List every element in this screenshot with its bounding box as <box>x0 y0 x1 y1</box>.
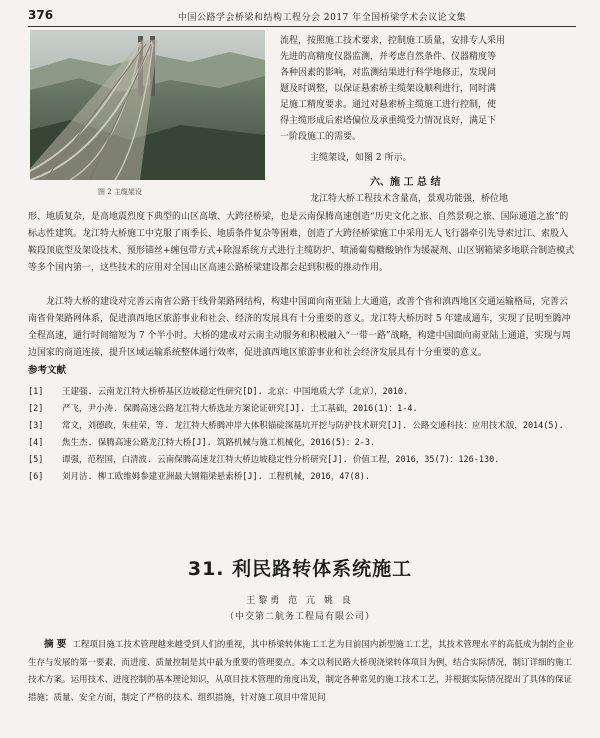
text-line: 先进的高精度仪器监测，并考虑自然条件、仪器精度等 <box>280 52 497 62</box>
article-affiliation: （中交第二航务工程局有限公司） <box>224 612 375 622</box>
reference-item <box>28 401 576 418</box>
references-heading: 参考文献 <box>28 365 67 376</box>
suspension-bridge-image <box>30 30 265 180</box>
reference-index: [5] <box>28 455 44 465</box>
reference-index: [2] <box>28 404 44 414</box>
reference-text: 焦生杰. 保腾高速公路龙江特大桥[J]. 筑路机械与施工机械化，2016(5)：2-3. <box>62 438 376 448</box>
reference-index: [4] <box>28 438 44 448</box>
abstract-label: 摘 要 <box>44 639 67 650</box>
section-paragraph-start: 龙江特大桥工程技术含量高，景观功能强，桥位地 <box>310 194 509 204</box>
bridge-photo <box>30 30 265 180</box>
reference-text: 刘月洁. 柳工欧维姆参建亚洲最大钢箱梁悬索桥[J]. 工程机械，2016，47(8). <box>62 472 370 482</box>
reference-item <box>28 452 576 469</box>
reference-index: [3] <box>28 421 44 431</box>
right-column-text <box>280 33 575 145</box>
text-line: 一阶段施工的需要。 <box>280 132 362 142</box>
reference-item <box>28 418 576 435</box>
abstract <box>28 636 576 707</box>
article-authors: 王黎勇 范 亢 姚 良 <box>246 596 354 606</box>
running-title: 中国公路学会桥梁和结构工程分会 2017 年全国桥梁学术会议论文集 <box>178 13 467 23</box>
figure-caption: 图 2 主缆架设 <box>98 188 142 196</box>
reference-text: 严飞，尹小涛. 保腾高速公路龙江特大桥选址方案论证研究[J]. 土工基础，2016(1)：1-4. <box>62 404 418 414</box>
reference-index: [1] <box>28 387 44 397</box>
abstract-text: 工程项目施工技术管理越来越受到人们的重视，其中桥梁转体施工工艺为目前国内新型施工工艺，其技术管理水平的高低成为制约企业生存与发展的第一要素，而进度、质量控制是其中最为重要的管理要点。本文以利民路大桥现浇梁转体项目为例，结合实际情况，制订详细的施工技术方案。运用技术、进度控制的基本理论知识，从项目技术管理的角度出发，制定各种常见的施工技术工艺，并根据实际情况提出了具体的保证措施；质量、安全方面，制定了严格的技术、组织措施，针对施工项目中常见问 <box>28 640 574 703</box>
page-number: 376 <box>28 8 54 22</box>
text-line: 得主缆形成后索塔偏位及承重缆受力情况良好，满足下 <box>280 116 497 126</box>
figure-reference: 主缆架设，如图 2 所示。 <box>310 153 412 163</box>
text-line: 题及时调整，以保证悬索桥主缆架设顺利进行，同时满 <box>280 84 497 94</box>
text-line: 足施工精度要求。通过对悬索桥主缆施工进行控制，使 <box>280 100 497 110</box>
reference-text: 谭强，范程国，白清波. 云南保腾高速龙江特大桥边坡稳定性分析研究[J]. 价值工程，2016，35(7)：126-130. <box>62 455 500 465</box>
reference-item <box>28 469 576 486</box>
references-list <box>28 384 576 486</box>
summary-paragraph-2: 龙江特大桥的建设对完善云南省公路干线骨架路网结构，构建中国面向南亚陆上大通道，改善个省和滇西地区交通运输格局，完善云南省骨架路网体系，促进滇西地区旅游事业和社会、经济的发展具有十分重要的意义。龙江特大桥历时 5 年建成通车，实现了昆明至腾冲全程高速，通行时间缩短为 7 个半小时。大桥的建成对云南主动服务和积极融入“一带一路”战略，构建中国面向南亚陆上通道，实现与周边国家的商道连接，提升区域运输系统整体通行效率，促进滇西地区旅游事业和社会经济发展具有十分重要的意义。 <box>28 297 571 358</box>
reference-text: 常文，刘德政，朱桂荣，等. 龙江特大桥腾冲岸大体积锚碇深基坑开挖与防护技术研究[J]. 公路交通科技：应用技术版，2014(5). <box>62 421 564 431</box>
text-line: 各种因素的影响，对监测结果进行科学地修正，发现问 <box>280 68 497 78</box>
reference-item <box>28 435 576 452</box>
reference-index: [6] <box>28 472 44 482</box>
summary-paragraph-1: 形、地质复杂，是高地震烈度下典型的山区高墩、大跨径桥梁，也是云南保腾高速创造“历史文化之旅、自然景观之旅、国际通道之旅”的标志性建筑。龙江特大桥施工中克服了雨季长、地质条件复杂等困难，创造了大跨径桥梁施工中采用无人飞行器牵引先导索过江、索股入鞍段顶底型及架设技术、预形锚丝+缠包带方式+除湿系统方式进行主缆防护、喷涌葡萄糖酸钠作为缓凝剂、山区钢箱梁多地联合制造模式等多个国内第一，这些技术的应用对全国山区高速公路桥梁建设都会起到积极的推动作用。 <box>28 212 575 273</box>
article-title: 31. 利民路转体系统施工 <box>187 558 413 580</box>
reference-item <box>28 384 576 401</box>
section-heading: 六、施 工 总 结 <box>370 177 441 188</box>
text-line: 流程，按照施工技术要求，控制施工质量，安排专人采用 <box>280 36 506 46</box>
reference-text: 王建强. 云南龙江特大桥桥基区边坡稳定性研究[D]. 北京：中国地质大学（北京），2010. <box>62 387 409 397</box>
page-header <box>28 8 576 27</box>
